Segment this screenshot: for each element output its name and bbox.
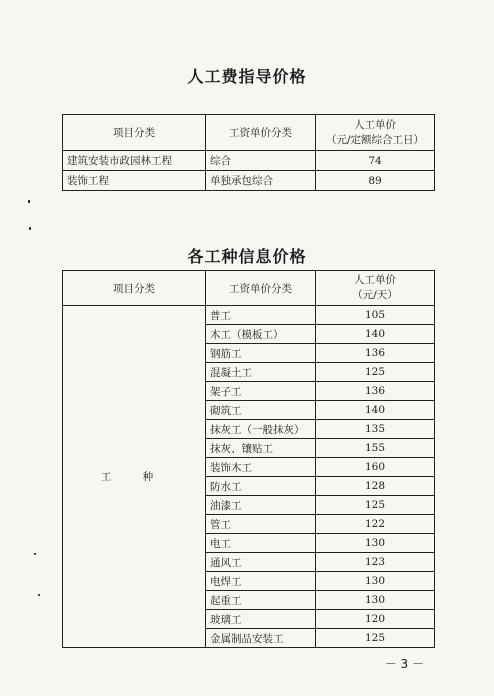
scan-speck — [28, 200, 30, 203]
price-cell: 123 — [316, 553, 435, 572]
header-price-line2: （元/定额综合工日） — [325, 133, 425, 146]
price-cell: 130 — [316, 591, 435, 610]
price-cell: 122 — [316, 515, 435, 534]
wage-type-cell: 油漆工 — [206, 496, 316, 515]
table2-header-row — [63, 271, 435, 306]
price-cell: 140 — [316, 325, 435, 344]
header-category: 项目分类 — [63, 115, 206, 151]
table-row — [63, 171, 435, 191]
scan-speck — [34, 553, 36, 555]
category-cell: 建筑安装市政园林工程 — [63, 151, 206, 171]
wage-type-cell: 普工 — [206, 306, 316, 325]
price-cell: 125 — [316, 629, 435, 648]
wage-type-cell: 抹灰工（一般抹灰） — [206, 420, 316, 439]
wage-type-cell: 砌筑工 — [206, 401, 316, 420]
table1-title: 人工费指导价格 — [187, 67, 307, 86]
wage-type-cell: 电焊工 — [206, 572, 316, 591]
wage-type-cell: 装饰木工 — [206, 458, 316, 477]
header-price — [316, 115, 435, 151]
wage-type-cell: 钢筋工 — [206, 344, 316, 363]
trade-price-table — [62, 270, 435, 648]
table2-title: 各工种信息价格 — [187, 247, 307, 266]
header-price — [316, 271, 435, 306]
wage-type-cell: 金属制品安装工 — [206, 629, 316, 648]
price-cell: 74 — [316, 151, 435, 171]
header-wage-type: 工资单价分类 — [206, 115, 316, 151]
wage-type-cell: 防水工 — [206, 477, 316, 496]
price-cell: 135 — [316, 420, 435, 439]
wage-type-cell: 架子工 — [206, 382, 316, 401]
price-cell: 125 — [316, 496, 435, 515]
wage-type-cell: 木工（模板工） — [206, 325, 316, 344]
table1-header-row — [63, 115, 435, 151]
header-wage-type: 工资单价分类 — [206, 271, 316, 306]
price-cell: 105 — [316, 306, 435, 325]
labor-cost-guide-table — [62, 114, 435, 191]
category-cell: 装饰工程 — [63, 171, 206, 191]
price-cell: 125 — [316, 363, 435, 382]
price-cell: 130 — [316, 572, 435, 591]
price-cell: 89 — [316, 171, 435, 191]
table-row — [63, 151, 435, 171]
price-cell: 130 — [316, 534, 435, 553]
header-price-line1: 人工单价 — [354, 118, 396, 131]
table-row — [63, 306, 435, 325]
price-cell: 140 — [316, 401, 435, 420]
page-number: － 3 － — [384, 657, 424, 671]
header-price-line2: （元/天） — [352, 289, 398, 301]
wage-type-cell: 抹灰、镶贴工 — [206, 439, 316, 458]
price-cell: 120 — [316, 610, 435, 629]
wage-type-cell: 通风工 — [206, 553, 316, 572]
group-label-cell: 工 种 — [63, 306, 206, 648]
header-price-line1: 人工单价 — [354, 274, 396, 286]
scan-speck — [29, 227, 31, 230]
wage-type-cell: 混凝土工 — [206, 363, 316, 382]
price-cell: 128 — [316, 477, 435, 496]
price-cell: 136 — [316, 344, 435, 363]
price-cell: 136 — [316, 382, 435, 401]
price-cell: 160 — [316, 458, 435, 477]
price-cell: 155 — [316, 439, 435, 458]
wage-type-cell: 管工 — [206, 515, 316, 534]
wage-type-cell: 玻璃工 — [206, 610, 316, 629]
wage-type-cell: 综合 — [206, 151, 316, 171]
scan-speck — [38, 594, 40, 596]
wage-type-cell: 起重工 — [206, 591, 316, 610]
wage-type-cell: 单独承包综合 — [206, 171, 316, 191]
header-category: 项目分类 — [63, 271, 206, 306]
wage-type-cell: 电工 — [206, 534, 316, 553]
